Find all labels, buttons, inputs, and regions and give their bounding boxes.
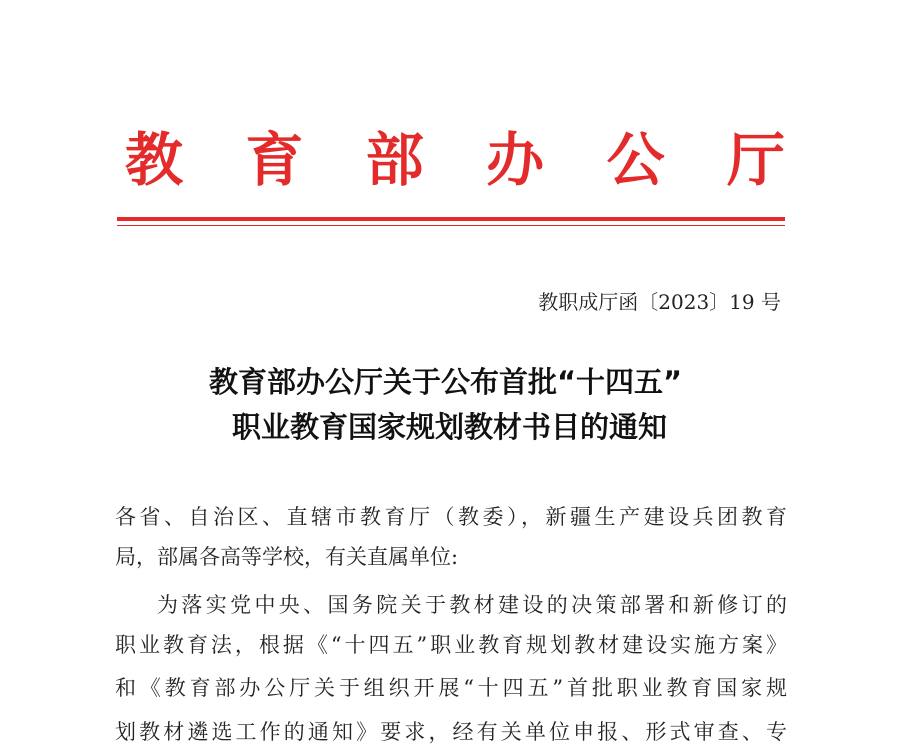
document-title-line: 职业教育国家规划教材书目的通知 xyxy=(231,410,667,444)
issuer-header xyxy=(125,120,785,200)
body-line-paragraph: 为落实党中央、国务院关于教材建设的决策部署和新修订的 xyxy=(157,593,787,617)
issuer-char: 办 xyxy=(486,126,545,194)
document-title-line: 教育部办公厅关于公布首批“十四五” xyxy=(208,365,683,399)
issuer-char: 育 xyxy=(245,126,304,194)
document-number: 教职成厅函〔2023〕19 号 xyxy=(538,290,781,314)
body-line-paragraph: 和《教育部办公厅关于组织开展“十四五”首批职业教育国家规 xyxy=(115,676,787,700)
body-line-recipients: 局，部属各高等学校，有关直属单位: xyxy=(115,545,459,569)
issuer-char: 厅 xyxy=(726,126,785,194)
header-rule-thick xyxy=(117,217,785,221)
issuer-char: 部 xyxy=(365,126,424,194)
issuer-char: 公 xyxy=(606,126,665,194)
body-line-paragraph: 划教材遴选工作的通知》要求，经有关单位申报、形式审查、专 xyxy=(115,720,787,744)
header-rule-thin xyxy=(117,225,785,226)
issuer-char: 教 xyxy=(125,126,184,194)
body-line-recipients: 各省、自治区、直辖市教育厅（教委），新疆生产建设兵团教育 xyxy=(115,505,787,529)
body-line-paragraph: 职业教育法，根据《“十四五”职业教育规划教材建设实施方案》 xyxy=(115,633,787,657)
